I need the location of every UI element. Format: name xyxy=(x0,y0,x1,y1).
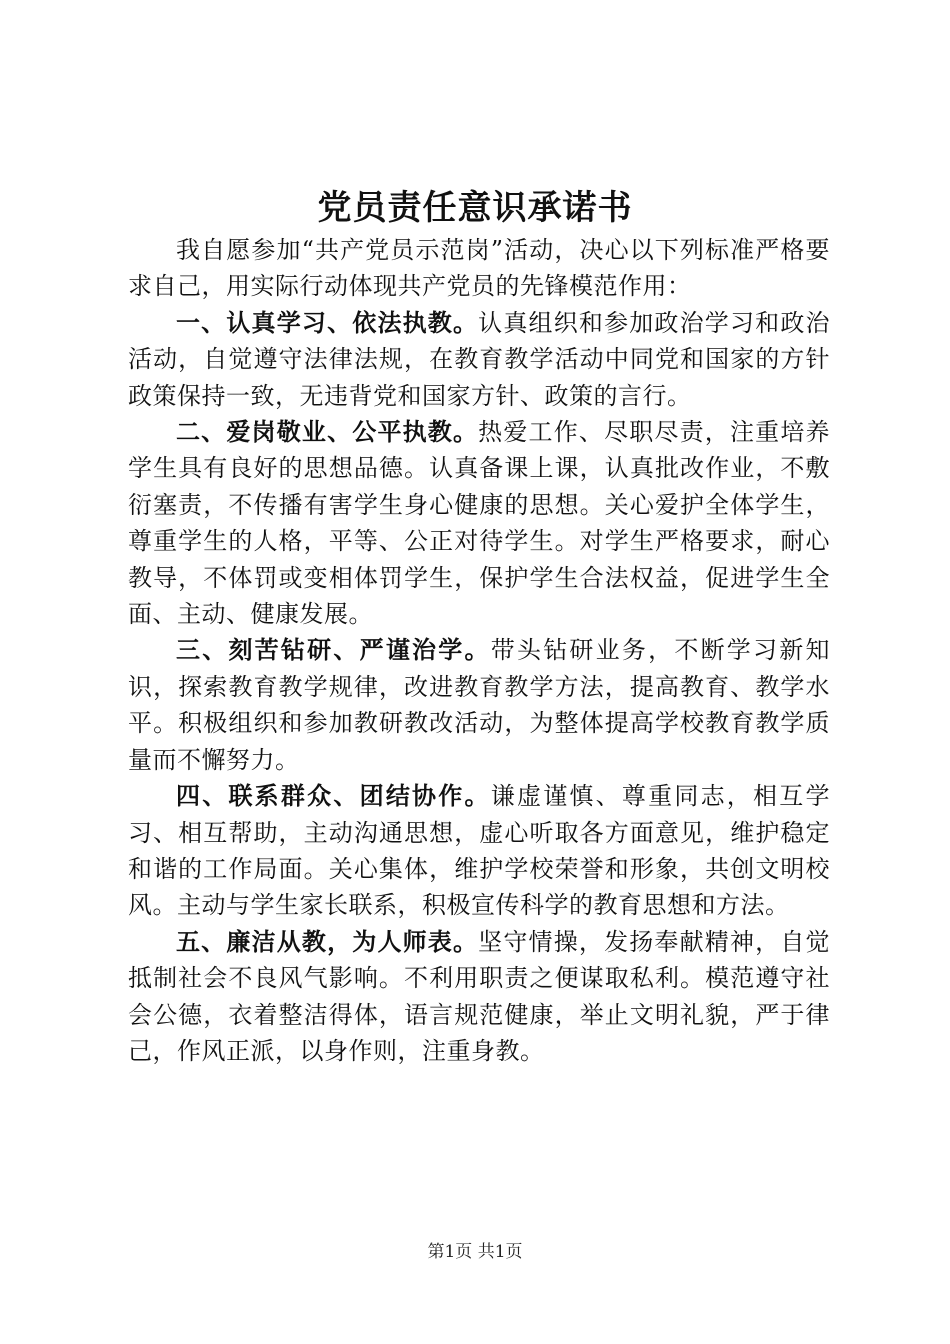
section-text-1: 认真组织和参加政治学习和政治活动，自觉遵守法律法规，在教育教学活动中同党和国家的方针政策保持一致，无违背党和国家方针、政策的言行。 xyxy=(128,308,831,410)
section-heading-2: 二、爱岗敬业、公平执教。 xyxy=(176,418,479,447)
section-heading-5: 五、廉洁从教，为人师表。 xyxy=(176,927,479,956)
section-paragraph-1 xyxy=(128,305,830,414)
section-heading-1: 一、认真学习、依法执教。 xyxy=(176,308,479,337)
document-body xyxy=(128,232,830,1069)
section-text-5: 坚守情操，发扬奉献精神，自觉抵制社会不良风气影响。不利用职责之便谋取私利。模范遵守社会公德，衣着整洁得体，语言规范健康，举止文明礼貌，严于律己，作风正派，以身作则，注重身教。 xyxy=(128,927,831,1065)
page-number-footer: 第1页 共1页 xyxy=(427,1242,523,1262)
section-paragraph-4 xyxy=(128,778,830,924)
section-paragraph-2 xyxy=(128,414,830,632)
section-text-2: 热爱工作、尽职尽责，注重培养学生具有良好的思想品德。认真备课上课，认真批改作业，不敷衍塞责，不传播有害学生身心健康的思想。关心爱护全体学生，尊重学生的人格，平等、公正对待学生。对学生严格要求，耐心教导，不体罚或变相体罚学生，保护学生合法权益，促进学生全面、主动、健康发展。 xyxy=(128,418,831,629)
section-heading-3: 三、刻苦钻研、严谨治学。 xyxy=(176,636,491,665)
section-text-3: 带头钻研业务，不断学习新知识，探索教育教学规律，改进教育教学方法，提高教育、教学水平。积极组织和参加教研教改活动，为整体提高学校教育教学质量而不懈努力。 xyxy=(128,636,830,774)
section-paragraph-3 xyxy=(128,632,830,778)
section-paragraph-5 xyxy=(128,924,830,1070)
intro-paragraph: 我自愿参加“共产党员示范岗”活动，决心以下列标准严格要求自己，用实际行动体现共产党员的先锋模范作用： xyxy=(128,236,830,301)
section-heading-4: 四、联系群众、团结协作。 xyxy=(176,782,491,811)
document-title: 党员责任意识承诺书 xyxy=(317,188,633,228)
section-text-4: 谦虚谨慎、尊重同志，相互学习、相互帮助，主动沟通思想，虚心听取各方面意见，维护稳定和谐的工作局面。关心集体，维护学校荣誉和形象，共创文明校风。主动与学生家长联系，积极宣传科学的教育思想和方法。 xyxy=(128,782,830,920)
